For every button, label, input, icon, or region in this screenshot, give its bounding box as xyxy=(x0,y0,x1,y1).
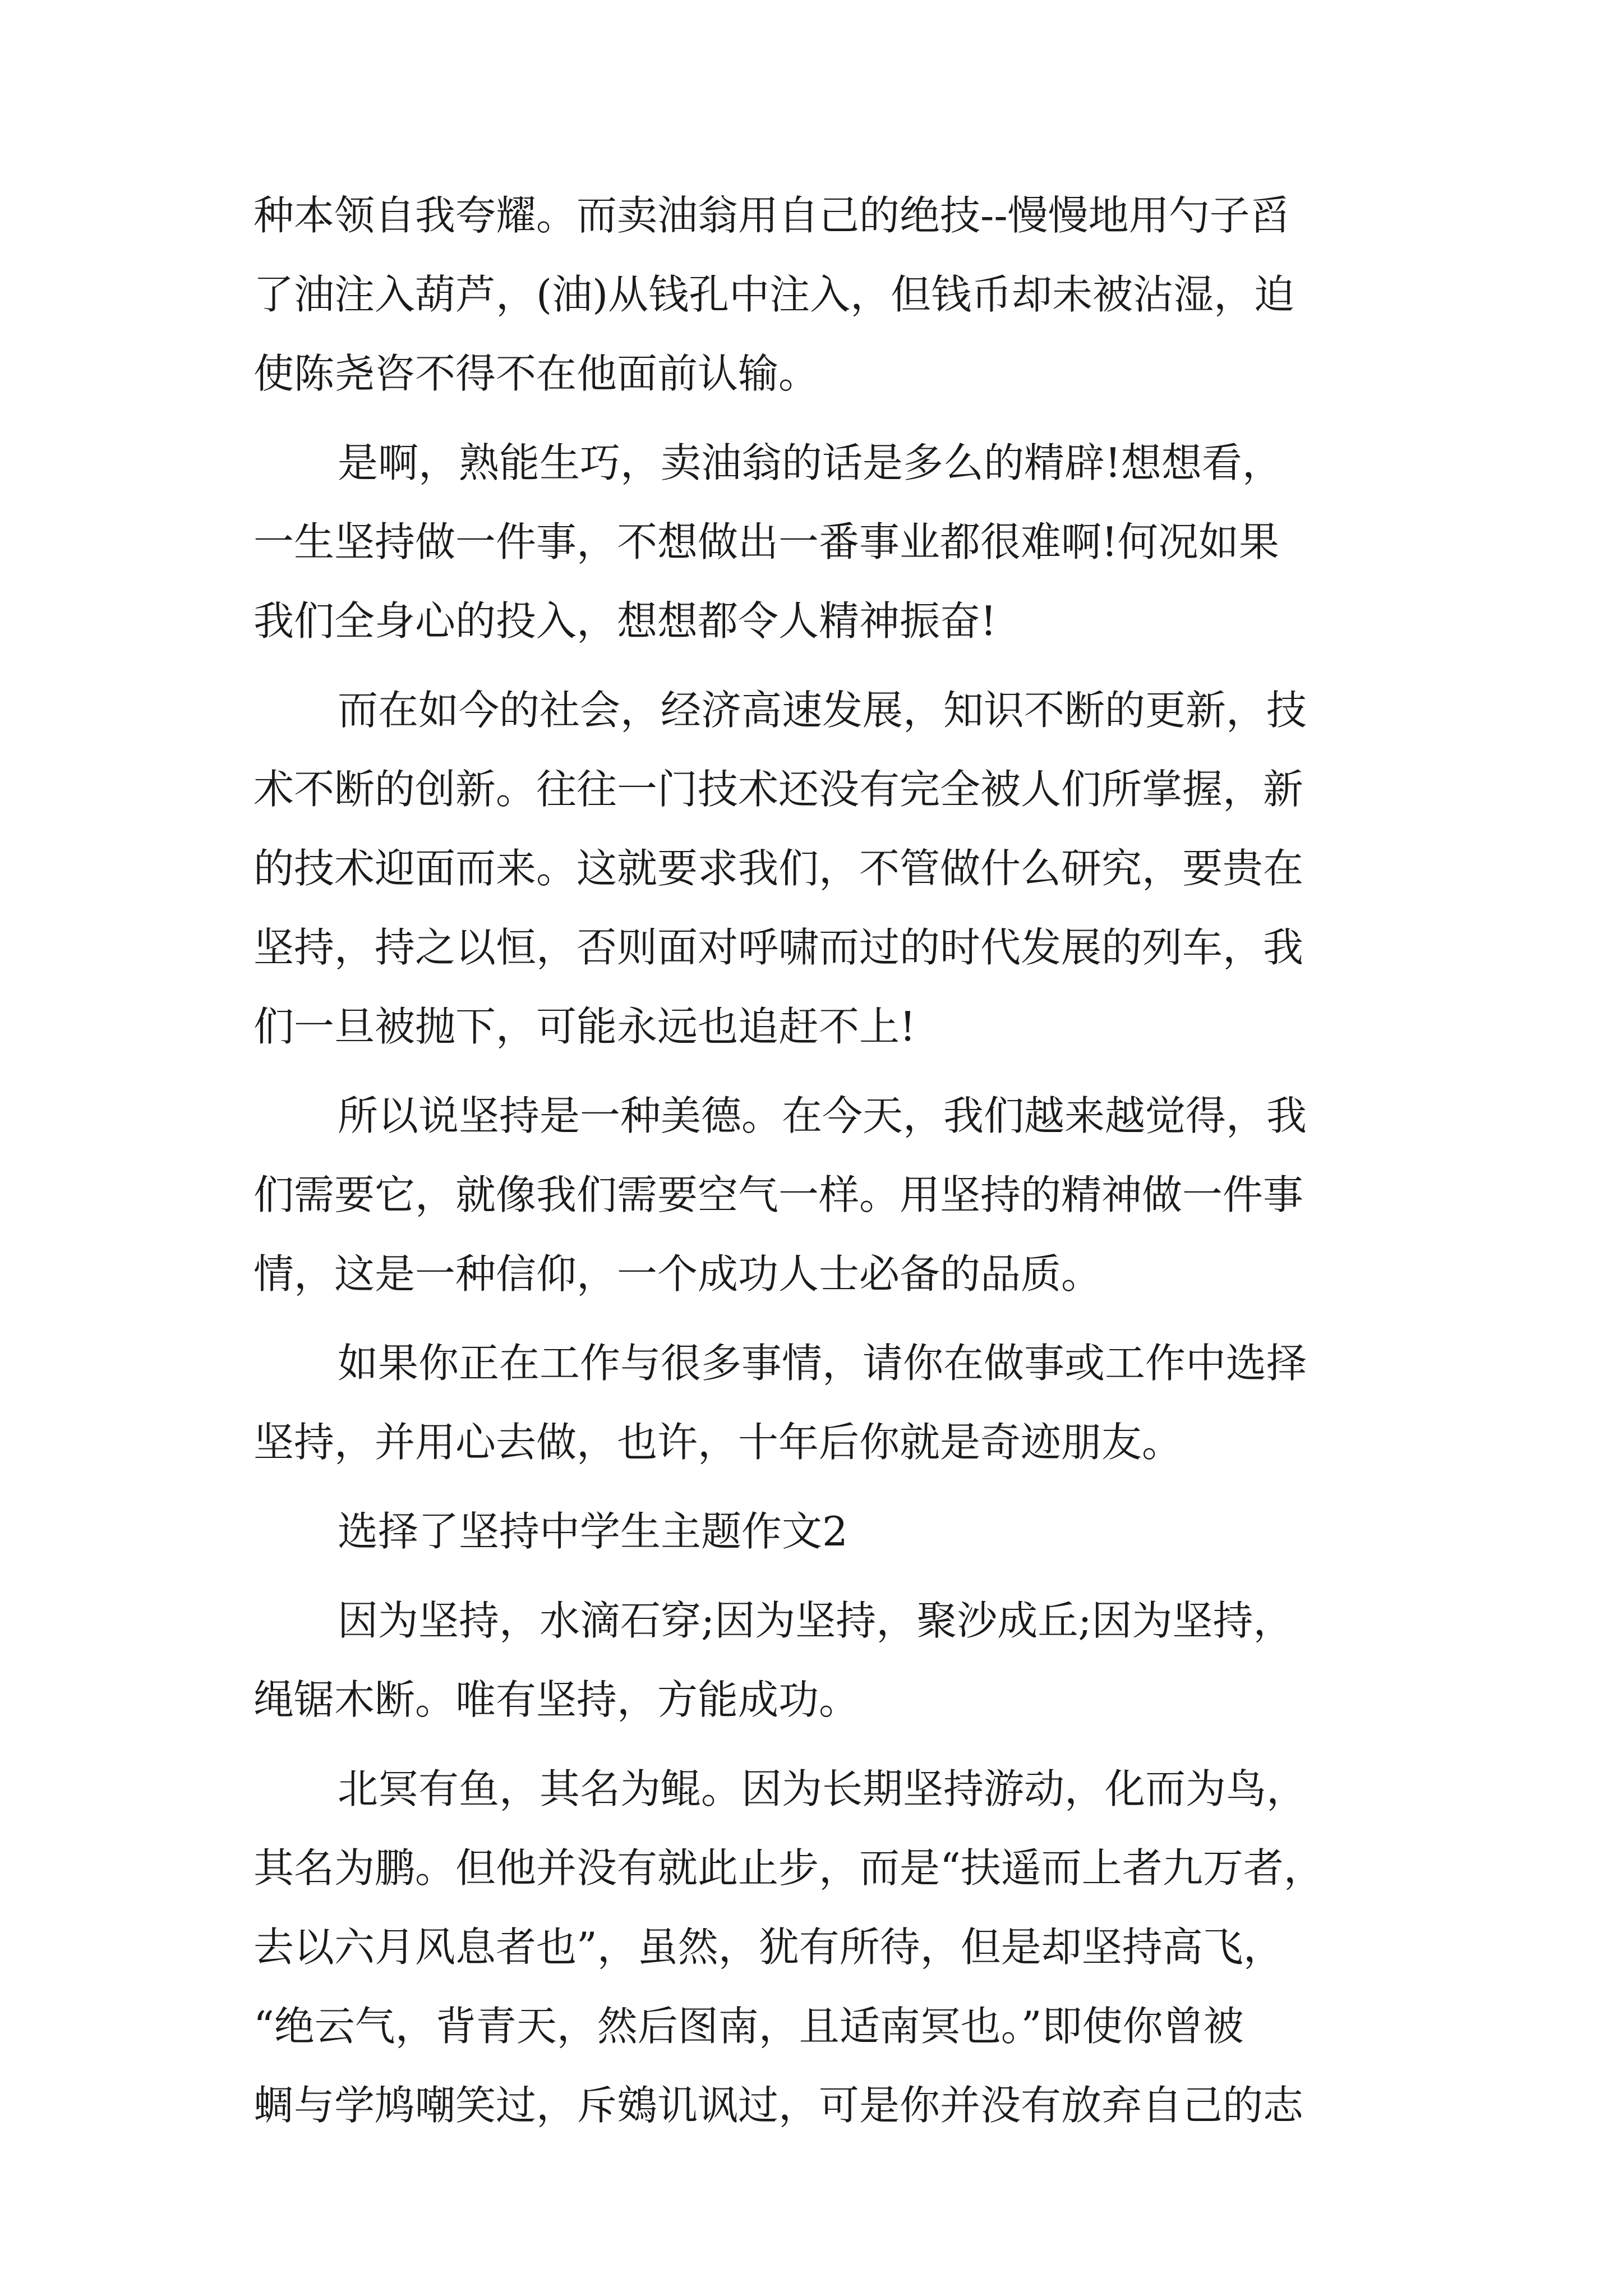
document-body xyxy=(253,188,1375,2157)
text-line: 蜩与学鸠嘲笑过，斥鴳讥讽过，可是你并没有放弃自己的志 xyxy=(253,2082,1304,2129)
text-line: “绝云气，背青天，然后图南，且适南冥也。”即使你曾被 xyxy=(253,2003,1244,2050)
text-line: 去以六月风息者也”，虽然，犹有所待，但是却坚持高飞， xyxy=(253,1924,1284,1971)
text-line: 绳锯木断。唯有坚持，方能成功。 xyxy=(253,1676,860,1723)
text-line: 使陈尧咨不得不在他面前认输。 xyxy=(253,350,819,397)
section-heading: 选择了坚持中学生主题作文2 xyxy=(338,1508,848,1555)
text-line: 种本领自我夸耀。而卖油翁用自己的绝技--慢慢地用勺子舀 xyxy=(253,192,1290,239)
text-line: 一生坚持做一件事，不想做出一番事业都很难啊!何况如果 xyxy=(253,518,1279,565)
text-line: 坚持，并用心去做，也许，十年后你就是奇迹朋友。 xyxy=(253,1419,1183,1466)
text-line: 坚持，持之以恒，否则面对呼啸而过的时代发展的列车，我 xyxy=(253,924,1304,971)
text-line: 而在如今的社会，经济高速发展，知识不断的更新，技 xyxy=(338,687,1307,734)
text-line: 是啊，熟能生巧，卖油翁的话是多么的精辟!想想看， xyxy=(338,439,1283,486)
text-line: 北冥有鱼，其名为鲲。因为长期坚持游动，化而为鸟， xyxy=(338,1765,1307,1812)
text-line: 的技术迎面而来。这就要求我们，不管做什么研究，要贵在 xyxy=(253,845,1304,892)
text-line: 们需要它，就像我们需要空气一样。用坚持的精神做一件事 xyxy=(253,1171,1304,1218)
text-line: 了油注入葫芦，(油)从钱孔中注入，但钱币却未被沾湿，迫 xyxy=(253,271,1295,318)
text-line: 我们全身心的投入，想想都令人精神振奋! xyxy=(253,597,997,645)
text-line: 所以说坚持是一种美德。在今天，我们越来越觉得，我 xyxy=(338,1092,1307,1139)
text-line: 其名为鹏。但他并没有就此止步，而是“扶遥而上者九万者， xyxy=(253,1844,1324,1892)
text-line: 们一旦被抛下，可能永远也追赶不上! xyxy=(253,1003,916,1050)
text-line: 情，这是一种信仰，一个成功人士必备的品质。 xyxy=(253,1250,1102,1297)
text-line: 如果你正在工作与很多事情，请你在做事或工作中选择 xyxy=(338,1340,1307,1387)
text-line: 因为坚持，水滴石穿;因为坚持，聚沙成丘;因为坚持， xyxy=(338,1597,1294,1644)
text-line: 术不断的创新。往往一门技术还没有完全被人们所掌握，新 xyxy=(253,766,1304,813)
